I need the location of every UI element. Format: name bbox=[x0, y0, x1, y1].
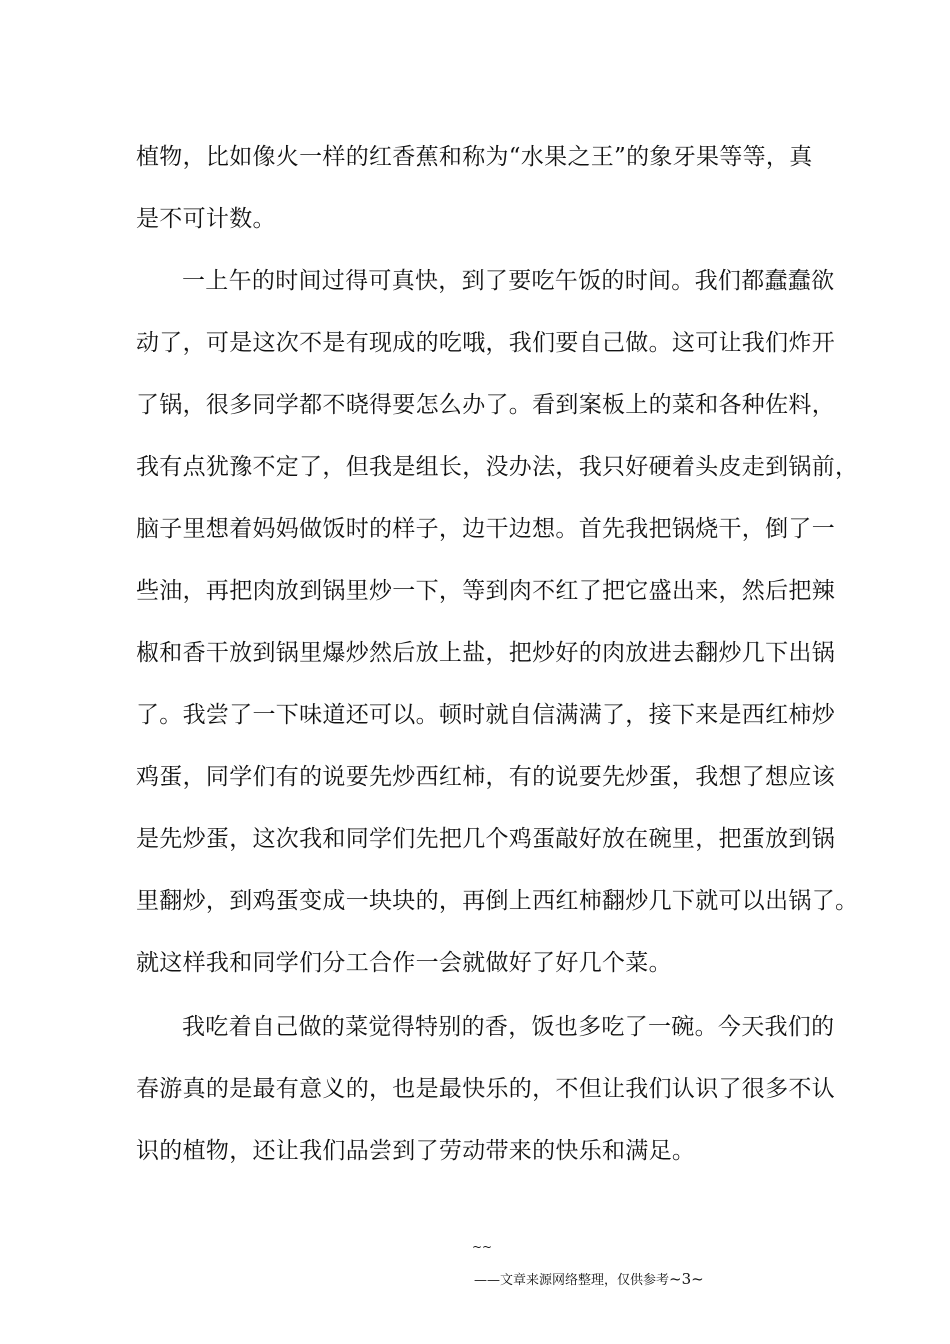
text-line: 里翻炒，到鸡蛋变成一块块的，再倒上西红柿翻炒几下就可以出锅了。 bbox=[136, 888, 859, 914]
footer-source-note bbox=[474, 1271, 704, 1289]
footer-mark: ~~ bbox=[472, 1240, 493, 1254]
text-line: 是不可计数。 bbox=[136, 206, 276, 232]
text-line: 椒和香干放到锅里爆炒然后放上盐，把炒好的肉放进去翻炒几下出锅 bbox=[136, 640, 835, 666]
text-line: 些油，再把肉放到锅里炒一下，等到肉不红了把它盛出来，然后把辣 bbox=[136, 578, 835, 604]
text-line: 动了，可是这次不是有现成的吃哦，我们要自己做。这可让我们炸开 bbox=[136, 330, 835, 356]
text-line: 就这样我和同学们分工合作一会就做好了好几个菜。 bbox=[136, 950, 672, 976]
footer-note-text: ——文章来源网络整理，仅供参考 bbox=[474, 1273, 670, 1288]
page-number: ~3~ bbox=[669, 1270, 704, 1288]
text-line: 春游真的是最有意义的，也是最快乐的，不但让我们认识了很多不认 bbox=[136, 1076, 835, 1102]
text-line: 脑子里想着妈妈做饭时的样子，边干边想。首先我把锅烧干，倒了一 bbox=[136, 516, 835, 542]
paragraph-first-line: 一上午的时间过得可真快，到了要吃午饭的时间。我们都蠢蠢欲 bbox=[182, 268, 835, 294]
paragraph-first-line: 我吃着自己做的菜觉得特别的香，饭也多吃了一碗。今天我们的 bbox=[182, 1014, 835, 1040]
text-line: 了。我尝了一下味道还可以。顿时就自信满满了，接下来是西红柿炒 bbox=[136, 702, 835, 728]
text-line: 是先炒蛋，这次我和同学们先把几个鸡蛋敲好放在碗里，把蛋放到锅 bbox=[136, 826, 835, 852]
text-line: 植物，比如像火一样的红香蕉和称为“水果之王”的象牙果等等，真 bbox=[136, 144, 813, 170]
text-line: 识的植物，还让我们品尝到了劳动带来的快乐和满足。 bbox=[136, 1138, 696, 1164]
text-line: 我有点犹豫不定了，但我是组长，没办法，我只好硬着头皮走到锅前， bbox=[136, 454, 859, 480]
text-line: 了锅，很多同学都不晓得要怎么办了。看到案板上的菜和各种佐料， bbox=[136, 392, 835, 418]
text-line: 鸡蛋，同学们有的说要先炒西红柿，有的说要先炒蛋，我想了想应该 bbox=[136, 764, 835, 790]
